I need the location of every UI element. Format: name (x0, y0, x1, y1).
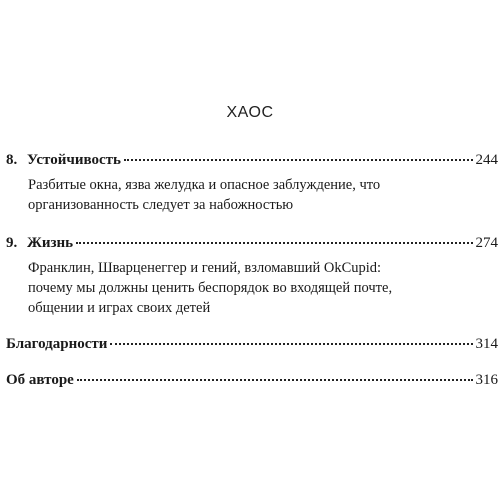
description-line: Франклин, Шварценеггер и гений, взломавший OkCupid: (28, 260, 382, 276)
toc-entry (6, 370, 498, 390)
toc-entry (6, 150, 498, 215)
description-line: Разбитые окна, язва желудка и опасное заблуждение, что (28, 177, 381, 193)
page-number: 316 (475, 372, 498, 388)
chapter-title: Устойчивость (27, 152, 121, 168)
page-number: 314 (475, 336, 498, 352)
toc-entry-line (6, 334, 498, 354)
description-line: организованность следует за набожностью (28, 197, 294, 213)
dot-leader (124, 159, 473, 161)
section-title: Благодарности (6, 336, 108, 352)
toc-entry (6, 233, 498, 318)
toc-entry (6, 334, 498, 354)
description-line: почему мы должны ценить беспорядок во входящей почте, (28, 280, 393, 296)
page-number: 274 (475, 235, 498, 251)
chapter-description (28, 258, 498, 318)
toc-entry-line (6, 370, 498, 390)
description-line: общении и играх своих детей (28, 300, 211, 316)
page-number: 244 (475, 152, 498, 168)
toc-entry-line (6, 150, 498, 170)
chapter-title: Жизнь (27, 235, 74, 251)
dot-leader (77, 379, 473, 381)
chapter-number: 8. (6, 152, 18, 168)
section-title: Об авторе (6, 372, 74, 388)
dot-leader (110, 343, 472, 345)
toc-entry-line (6, 233, 498, 253)
chapter-description (28, 175, 498, 215)
running-title: ХАОС (226, 104, 274, 121)
dot-leader (76, 242, 472, 244)
chapter-number: 9. (6, 235, 18, 251)
